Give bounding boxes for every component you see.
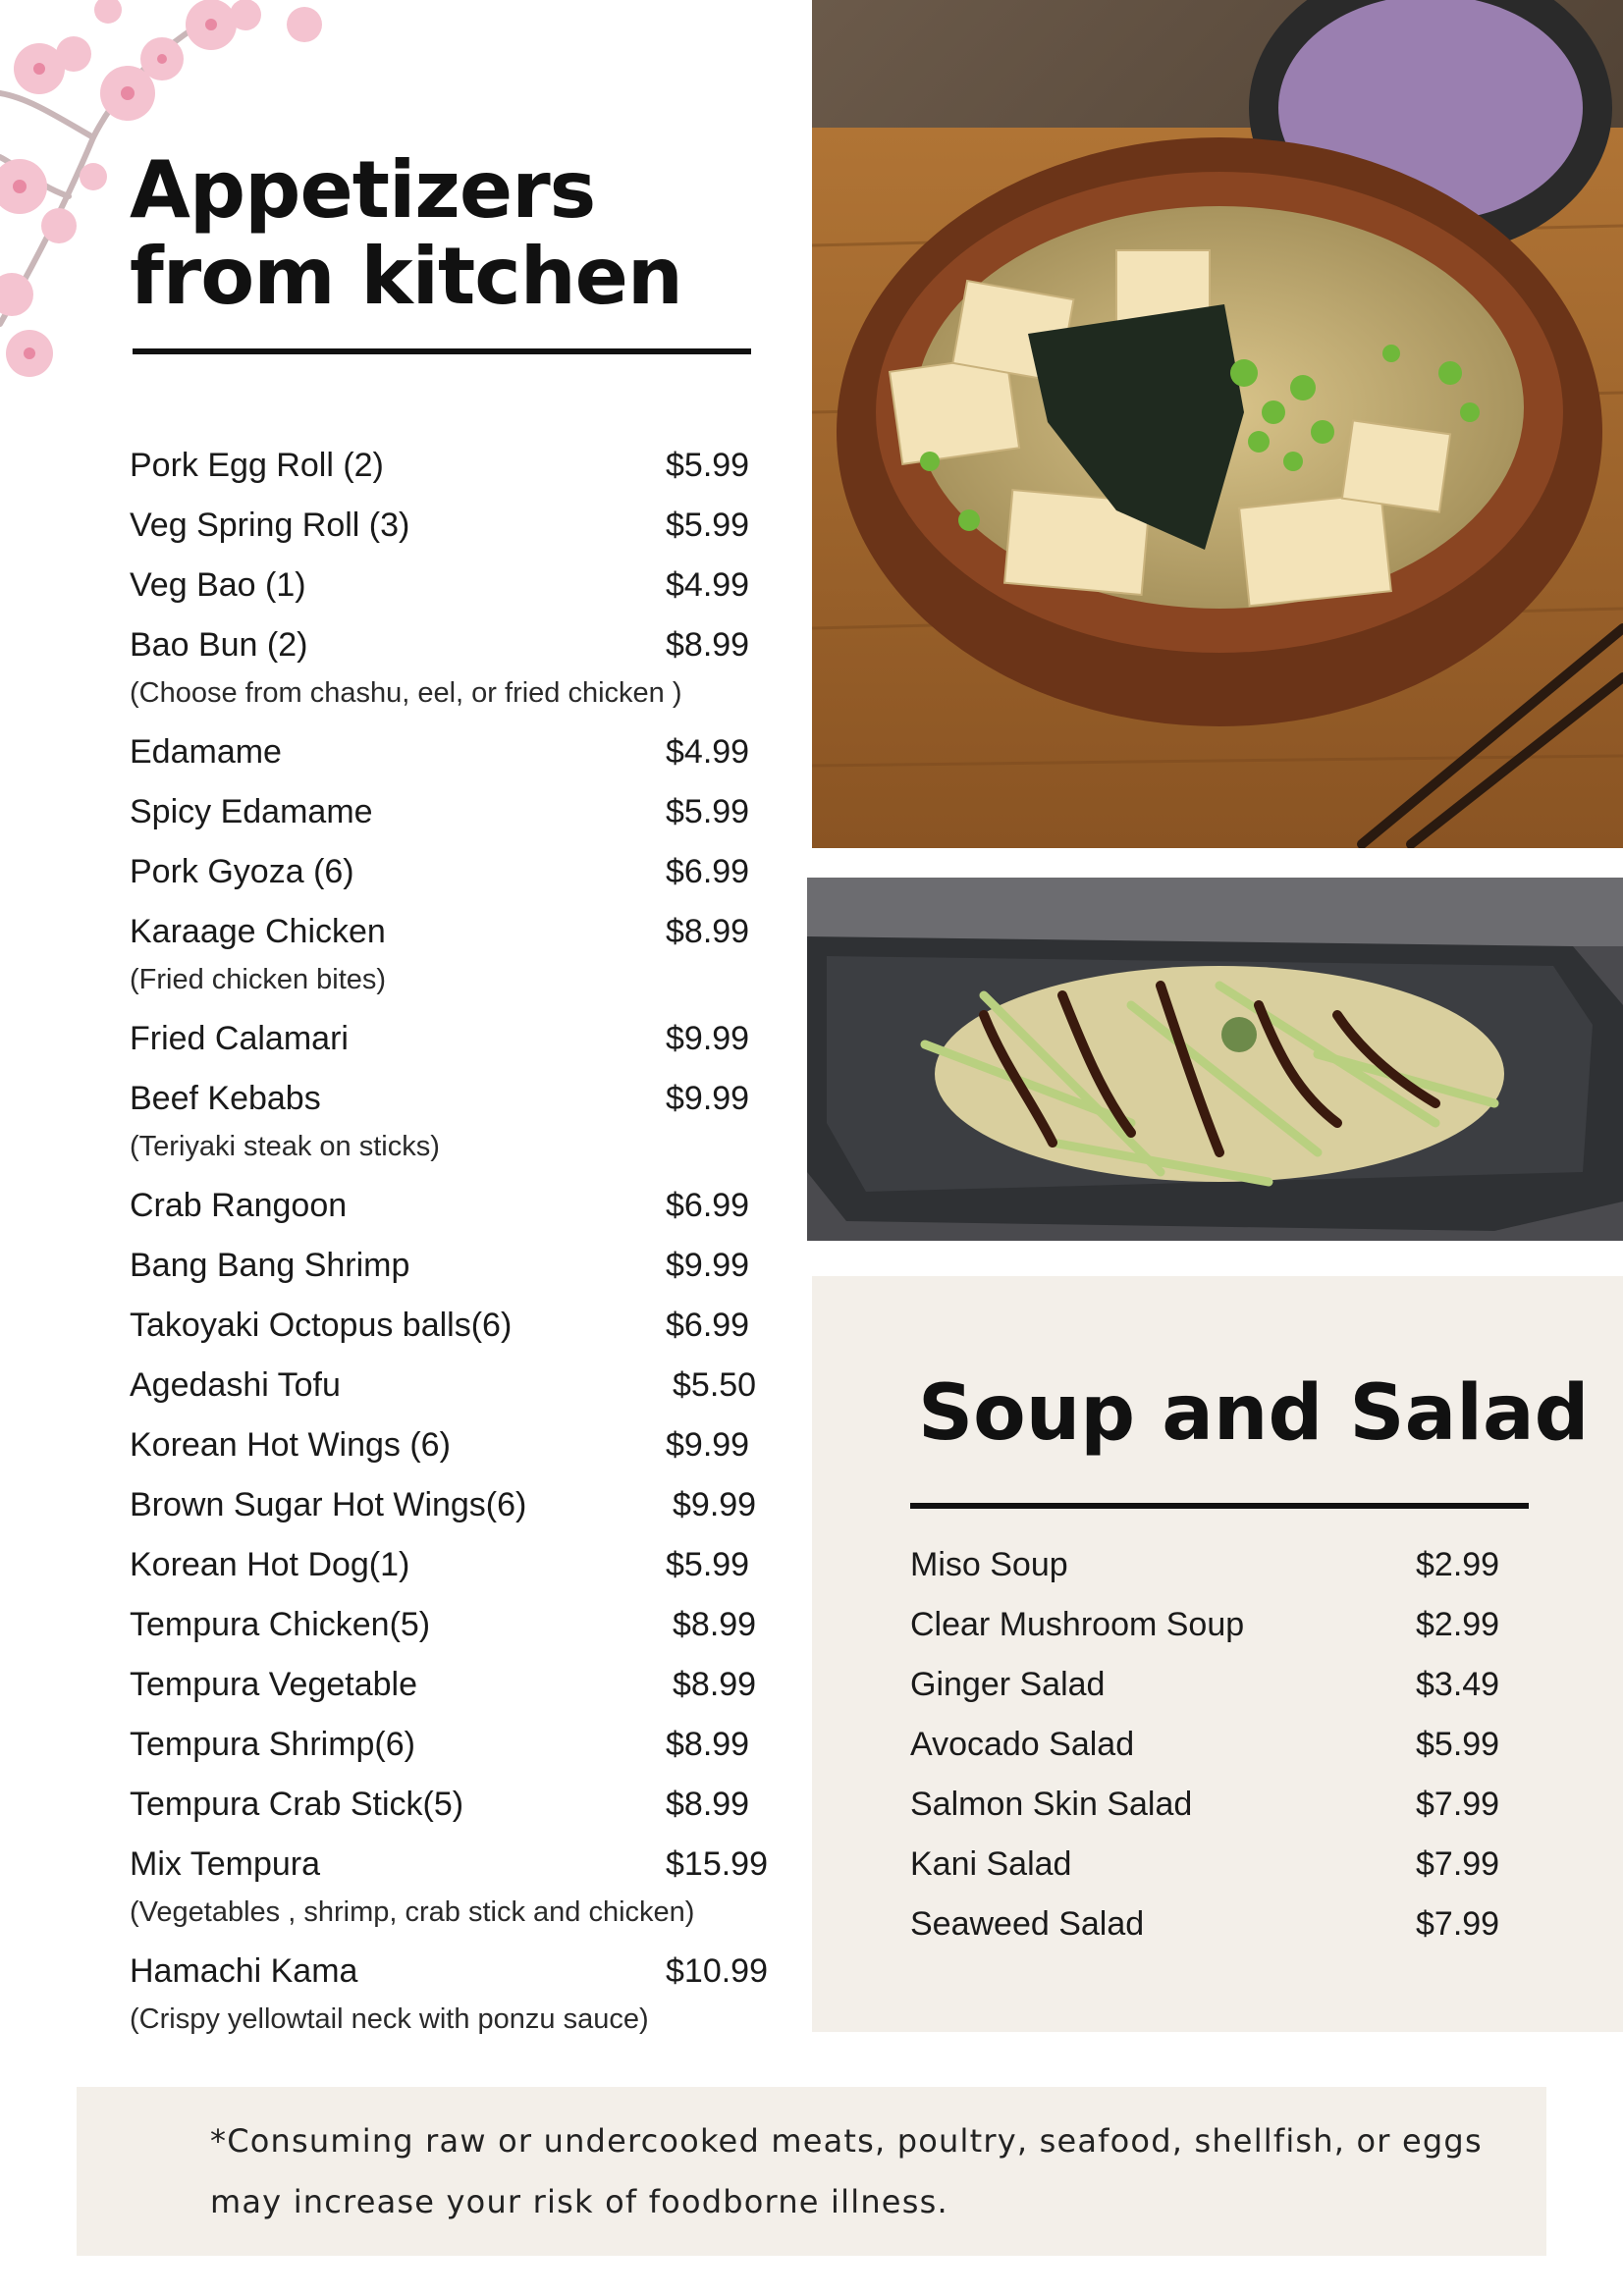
item-name: Hamachi Kama	[130, 1952, 358, 1990]
item-note	[130, 675, 778, 722]
item-name: Takoyaki Octopus balls(6)	[130, 1307, 513, 1344]
menu-item	[910, 1895, 1539, 1954]
item-price: $6.99	[666, 1187, 750, 1224]
item-name: Bao Bun (2)	[130, 626, 308, 664]
item-name: Edamame	[130, 733, 282, 771]
menu-item	[130, 1942, 778, 2002]
item-name: Miso Soup	[910, 1546, 1068, 1583]
menu-item	[910, 1835, 1539, 1895]
menu-item	[130, 1535, 778, 1595]
disclaimer-line-1: *Consuming raw or undercooked meats, poultry, seafood, shellfish, or eggs	[210, 2122, 1483, 2160]
item-name: Tempura Vegetable	[130, 1666, 417, 1703]
menu-item	[130, 782, 778, 842]
item-name: Tempura Shrimp(6)	[130, 1726, 415, 1763]
item-name: Beef Kebabs	[130, 1080, 321, 1117]
item-name: Spicy Edamame	[130, 793, 373, 830]
soup-salad-divider	[910, 1503, 1529, 1509]
item-note-text: (Fried chicken bites)	[130, 964, 387, 995]
item-name: Crab Rangoon	[130, 1187, 348, 1224]
appetizers-title: Appetizers from kitchen	[130, 144, 682, 322]
disclaimer-text	[210, 2110, 1483, 2232]
menu-item	[910, 1655, 1539, 1715]
item-name: Brown Sugar Hot Wings(6)	[130, 1486, 527, 1523]
menu-item	[130, 436, 778, 496]
item-price: $7.99	[1416, 1786, 1500, 1823]
item-note-text: (Teriyaki steak on sticks)	[130, 1131, 440, 1162]
item-name: Mix Tempura	[130, 1845, 320, 1883]
item-name: Fried Calamari	[130, 1020, 349, 1057]
item-price: $6.99	[666, 853, 750, 890]
item-price: $7.99	[1416, 1905, 1500, 1943]
food-safety-disclaimer	[77, 2087, 1546, 2256]
soup-salad-title: Soup and Salad	[918, 1369, 1590, 1458]
item-price: $7.99	[1416, 1845, 1500, 1883]
item-price: $5.99	[1416, 1726, 1500, 1763]
menu-item	[130, 556, 778, 615]
item-name: Veg Bao (1)	[130, 566, 306, 604]
item-name: Salmon Skin Salad	[910, 1786, 1193, 1823]
item-price: $8.99	[666, 1786, 750, 1823]
item-name: Karaage Chicken	[130, 913, 386, 950]
item-name: Bang Bang Shrimp	[130, 1247, 410, 1284]
item-name: Korean Hot Wings (6)	[130, 1426, 451, 1464]
item-name: Avocado Salad	[910, 1726, 1135, 1763]
soup-salad-list	[910, 1535, 1539, 1954]
item-price: $3.49	[1416, 1666, 1500, 1703]
item-price: $5.99	[666, 447, 750, 484]
item-price: $5.50	[673, 1366, 757, 1404]
item-price: $4.99	[666, 566, 750, 604]
item-price: $4.99	[666, 733, 750, 771]
menu-item	[130, 1356, 778, 1415]
fried-dish-photo	[807, 878, 1623, 1241]
item-note	[130, 2002, 778, 2049]
item-price: $9.99	[666, 1426, 750, 1464]
item-price: $6.99	[666, 1307, 750, 1344]
item-price: $10.99	[666, 1952, 768, 1990]
item-name: Tempura Chicken(5)	[130, 1606, 431, 1643]
appetizers-list	[130, 436, 778, 2049]
item-note-text: (Choose from chashu, eel, or fried chicken )	[130, 677, 682, 709]
item-price: $8.99	[666, 913, 750, 950]
item-price: $8.99	[666, 1726, 750, 1763]
item-name: Clear Mushroom Soup	[910, 1606, 1245, 1643]
menu-item	[130, 496, 778, 556]
item-price: $8.99	[666, 626, 750, 664]
menu-item	[130, 1655, 778, 1715]
miso-soup-photo	[812, 0, 1623, 848]
item-price: $2.99	[1416, 1546, 1500, 1583]
menu-item	[910, 1535, 1539, 1595]
item-name: Veg Spring Roll (3)	[130, 507, 410, 544]
item-note	[130, 1129, 778, 1176]
menu-item	[130, 1835, 778, 1895]
item-note	[130, 1895, 778, 1942]
item-price: $9.99	[666, 1080, 750, 1117]
menu-item	[130, 1296, 778, 1356]
item-name: Seaweed Salad	[910, 1905, 1145, 1943]
menu-item	[130, 722, 778, 782]
menu-item	[130, 1475, 778, 1535]
item-note-text: (Vegetables , shrimp, crab stick and chicken)	[130, 1896, 695, 1928]
menu-item	[130, 1415, 778, 1475]
menu-item	[130, 842, 778, 902]
item-price: $2.99	[1416, 1606, 1500, 1643]
item-name: Kani Salad	[910, 1845, 1072, 1883]
item-name: Pork Gyoza (6)	[130, 853, 354, 890]
appetizers-divider	[133, 348, 751, 354]
item-price: $5.99	[666, 793, 750, 830]
menu-item	[910, 1595, 1539, 1655]
item-name: Korean Hot Dog(1)	[130, 1546, 410, 1583]
menu-item	[130, 1176, 778, 1236]
menu-item	[130, 1236, 778, 1296]
menu-item	[130, 1715, 778, 1775]
item-name: Agedashi Tofu	[130, 1366, 341, 1404]
item-name: Ginger Salad	[910, 1666, 1106, 1703]
disclaimer-line-2: may increase your risk of foodborne illness.	[210, 2183, 948, 2220]
item-note	[130, 962, 778, 1009]
menu-item	[910, 1775, 1539, 1835]
menu-item	[130, 1775, 778, 1835]
item-price: $8.99	[673, 1666, 757, 1703]
menu-item	[130, 1595, 778, 1655]
menu-item	[130, 1069, 778, 1129]
item-name: Pork Egg Roll (2)	[130, 447, 384, 484]
item-price: $5.99	[666, 1546, 750, 1583]
item-price: $9.99	[666, 1020, 750, 1057]
item-price: $9.99	[673, 1486, 757, 1523]
menu-item	[130, 615, 778, 675]
item-name: Tempura Crab Stick(5)	[130, 1786, 464, 1823]
menu-item	[910, 1715, 1539, 1775]
menu-item	[130, 1009, 778, 1069]
item-price: $5.99	[666, 507, 750, 544]
item-price: $15.99	[666, 1845, 768, 1883]
item-price: $8.99	[673, 1606, 757, 1643]
menu-item	[130, 902, 778, 962]
item-price: $9.99	[666, 1247, 750, 1284]
item-note-text: (Crispy yellowtail neck with ponzu sauce)	[130, 2003, 649, 2035]
